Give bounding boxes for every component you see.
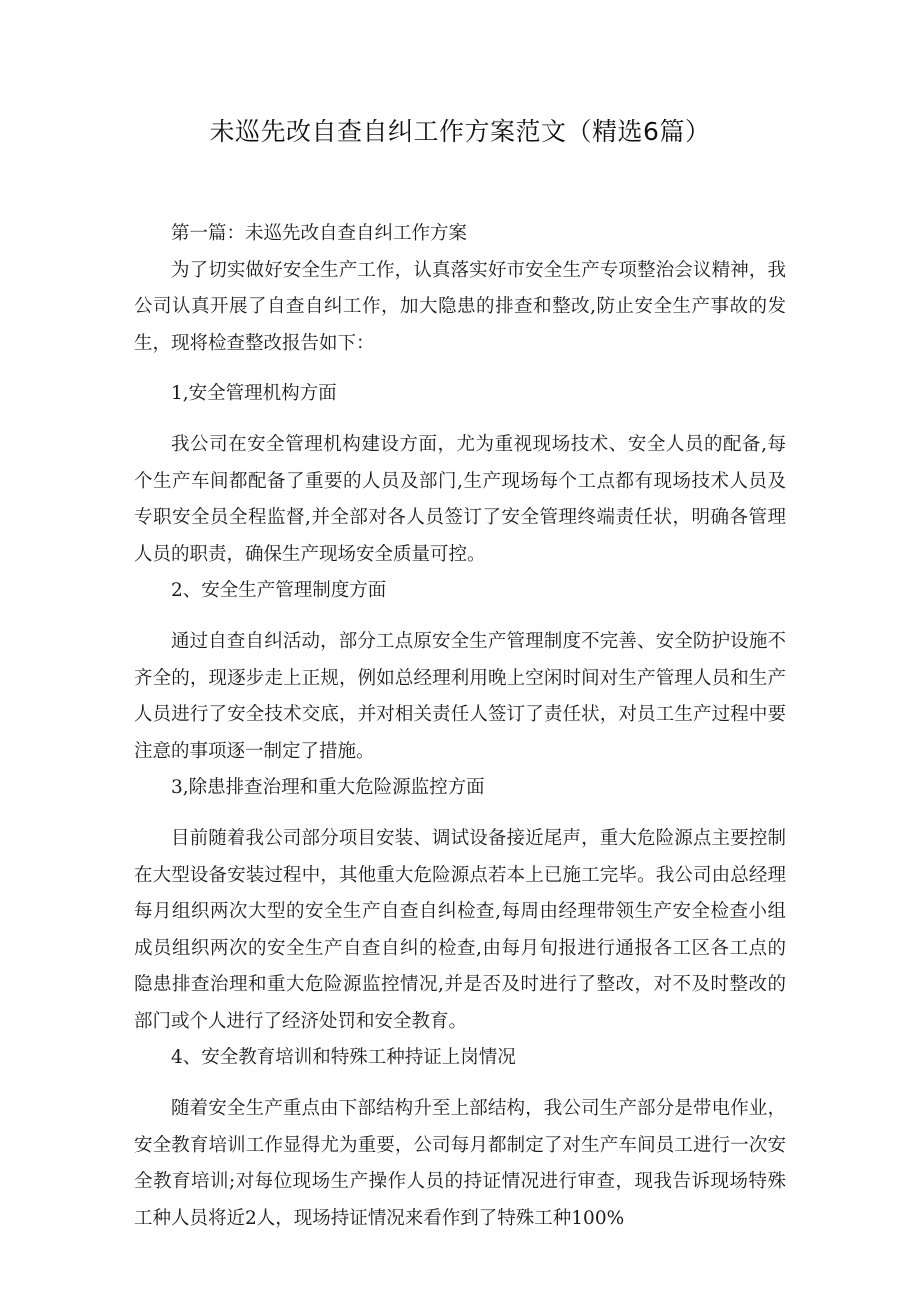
spacer [134,413,786,427]
section-body-2: 通过自查自纠活动，部分工点原安全生产管理制度不完善、安全防护设施不齐全的，现逐步走上正规，例如总经理利用晚上空闲时间对生产管理人员和生产人员进行了安全技术交底，并对相关责任人签订了责任状，对员工生产过程中要注意的事项逐一制定了措施。 [134,630,786,762]
section-body-3: 目前随着我公司部分项目安装、调试设备接近尾声，重大危险源点主要控制在大型设备安装过程中，其他重大危险源点若本上已施工完毕。我公司由总经理每月组织两次大型的安全生产自查自纠检查,每周由经理带领生产安全检查小组成员组织两次的安全生产自查自纠的检查,由每月旬报进行通报各工区各工点的隐患排查治理和重大危险源监控情况,并是否及时进行了整改，对不及时整改的部门或个人进行了经济处罚和安全教育。 [134,827,786,1032]
section-body-1: 我公司在安全管理机构建设方面，尤为重视现场技术、安全人员的配备,每个生产车间都配备了重要的人员及部门,生产现场每个工点都有现场技术人员及专职安全员全程监督,并全部对各人员签订了安全管理终端责任状，明确各管理人员的职责，确保生产现场安全质量可控。 [134,433,786,565]
spacer [134,610,786,624]
document-body [134,216,786,1237]
section-heading-3: 3,除患排查治理和重大危险源监控方面 [171,777,485,799]
chapter-heading: 第一篇：未巡先改自查自纠工作方案 [171,223,468,244]
section-body-4: 随着安全生产重点由下部结构升至上部结构，我公司生产部分是带电作业，安全教育培训工作显得尤为重要，公司每月都制定了对生产车间员工进行一次安全教育培训;对每位现场生产操作人员的持证情况进行审查，现我告诉现场特殊工种人员将近2人，现场持证情况来看作到了特殊工种100% [134,1098,786,1229]
spacer [134,807,786,821]
spacer [134,1077,786,1091]
document-title: 未巡先改自查自纠工作方案范文（精选6篇） [209,117,711,146]
intro-paragraph: 为了切实做好安全生产工作，认真落实好市安全生产专项整治会议精神，我公司认真开展了自查自纠工作，加大隐患的排查和整改,防止安全生产事故的发生，现将检查整改报告如下： [134,259,786,354]
section-heading-4: 4、安全教育培训和特殊工种持证上岗情况 [171,1047,516,1069]
spacer [134,362,786,376]
section-heading-2: 2、安全生产管理制度方面 [171,580,387,602]
section-heading-1: 1,安全管理机构方面 [171,383,337,405]
